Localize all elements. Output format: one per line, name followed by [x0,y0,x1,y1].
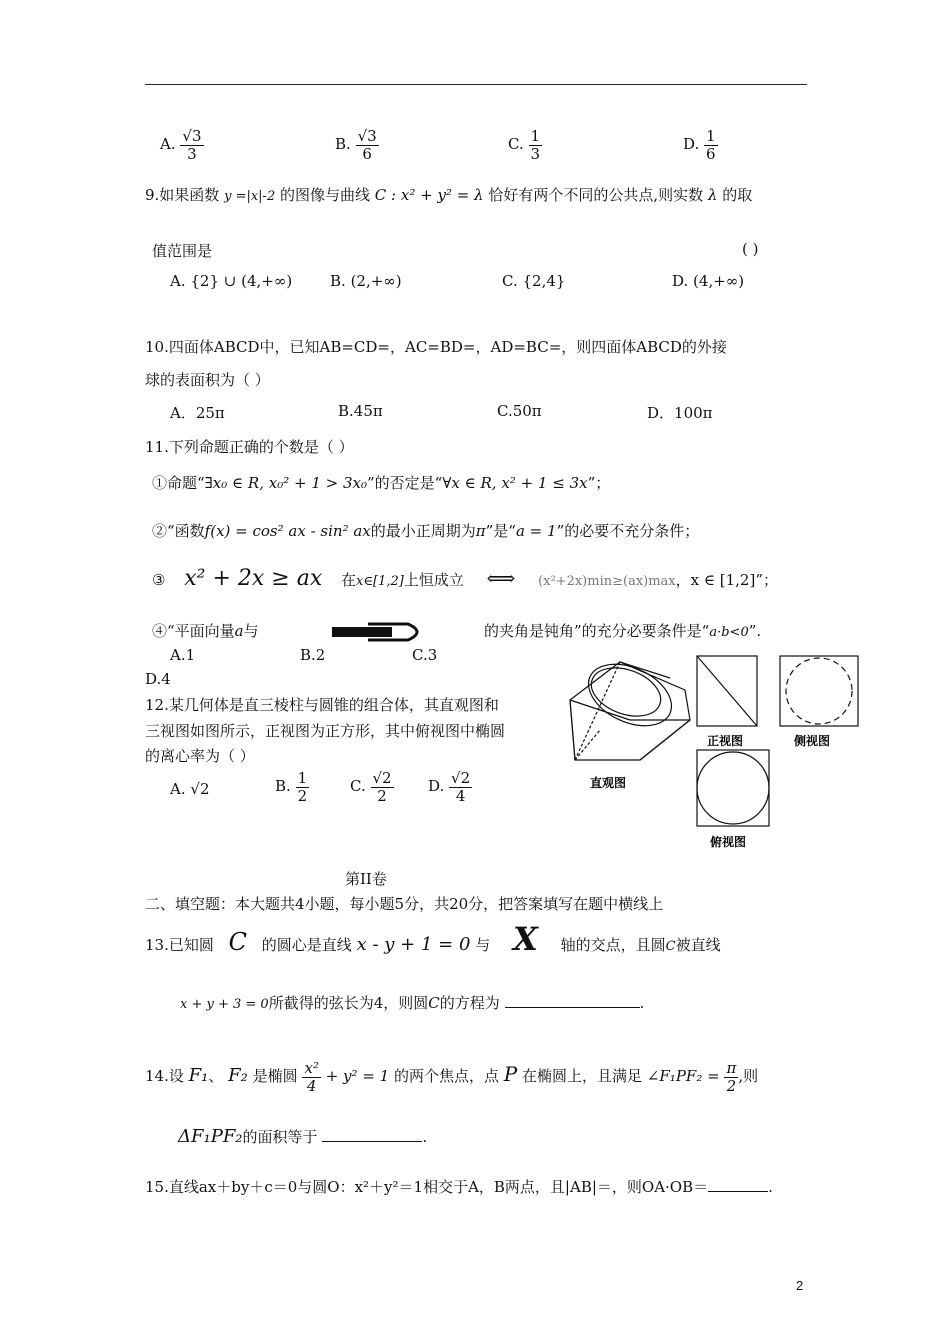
q15-line: 15.直线ax＋by＋c＝0与圆O：x²＋y²＝1相交于A，B两点，且|AB|＝，则OA·OB＝ . [145,1178,773,1196]
q10-option-c: C.50π [497,402,542,420]
section-title: 第II卷 [345,870,387,888]
q12-option-d: D. $\frac{√2}{4}$ [428,769,471,805]
page-number: 2 [796,1278,804,1293]
q13-answer-blank[interactable] [505,1007,640,1008]
q11-option-a: A.1 [170,646,196,664]
answer-paren: ( ) [742,240,759,258]
q13-line1: 13.已知圆 C 的圆心是直线 x - y + 1 = 0 与 X 轴的交点，且圆C被直线 [145,920,721,958]
q12-line1: 12.某几何体是直三棱柱与圆锥的组合体，其直观图和 [145,696,499,714]
q9-line1: 9.如果函数 y =|x|-2 的图像与曲线 C : x² + y² = λ 恰好有两个不同的公共点,则实数 λ 的取 [145,186,753,204]
q9-option-a: A. {2} ∪ (4,+∞) [170,272,293,290]
top-label: 俯视图 [710,835,747,849]
q12-option-b: B. $\frac{1}{2}$ [275,769,308,805]
three-view-figure [560,650,870,855]
q10-line2: 球的表面积为（ ） [145,371,270,389]
q8-option-b: B. $\frac{√3}{6}$ [335,127,377,163]
q11-statement-4-tail: 的夹角是钝角”的充分必要条件是“a·b<0”. [484,622,762,640]
q11-option-c: C.3 [412,646,438,664]
q14-line2: ΔF₁PF₂的面积等于 . [178,1126,428,1147]
q12-option-c: C. $\frac{√2}{2}$ [350,769,392,805]
q11-title: 11.下列命题正确的个数是（ ） [145,438,354,456]
q14-answer-blank[interactable] [322,1141,422,1142]
isometric-view [570,652,690,760]
q12-line2: 三视图如图所示，正视图为正方形，其中俯视图中椭圆 [145,722,506,740]
q9-option-d: D. (4,+∞) [672,272,745,290]
q8-option-d: D. $\frac{1}{6}$ [683,127,716,163]
q11-statement-4: ④“平面向量a与 [152,622,259,640]
q10-line1: 10.四面体ABCD中，已知AB=CD=，AC=BD=，AD=BC=，则四面体ABCD的外接 [145,338,727,356]
q12-option-a: A. √2 [170,780,210,798]
side-label: 侧视图 [794,734,831,748]
q11-statement-1: ①命题“∃x₀ ∈ R, x₀² + 1 > 3x₀”的否定是“∀x ∈ R, x² + 1 ≤ 3x”； [152,474,611,492]
q12-line3: 的离心率为（ ） [145,747,255,765]
side-view [780,656,858,726]
q10-option-d: D．100π [647,404,713,422]
q10-option-a: A．25π [170,404,225,422]
q8-option-a: A. $\frac{√3}{3}$ [160,127,202,163]
section-heading: 二、填空题：本大题共4小题，每小题5分，共20分，把答案填写在题中横线上 [145,895,664,913]
q9-option-c: C. {2,4} [502,272,566,290]
q10-option-b: B.45π [338,402,383,420]
q15-answer-blank[interactable] [708,1191,768,1192]
header-rule [145,84,807,85]
top-view [697,750,769,826]
q9-option-b: B. (2,+∞) [330,272,402,290]
q11-statement-2: ②“函数f(x) = cos² ax - sin² ax的最小正周期为π”是“a = 1”的必要不充分条件； [152,522,700,540]
front-view [697,656,757,726]
q14-line1: 14.设 F₁、 F₂ 是椭圆 $\frac{\text{x²}}{4}$ + y² = 1 的两个焦点，点 P 在椭圆上，且满足 ∠F₁PF₂ = $\frac{\pi}{2}$ ,则 [145,1059,759,1095]
q8-option-c: C. $\frac{1}{3}$ [508,127,541,163]
front-label: 正视图 [707,734,744,748]
q9-line2: 值范围是 [152,242,213,260]
q11-option-b: B.2 [300,646,326,664]
q11-option-d: D.4 [145,670,171,688]
iso-label: 直观图 [590,776,627,790]
q13-line2: x + y + 3 = 0所截得的弦长为4，则圆C的方程为 . [180,994,645,1012]
q11-statement-3: ③ x² + 2x ≥ ax 在x∈[1,2]上恒成立 ⟺ (x²+2x)min≥(ax)max，x ∈ [1,2]”； [152,566,778,591]
vector-image [328,620,432,642]
